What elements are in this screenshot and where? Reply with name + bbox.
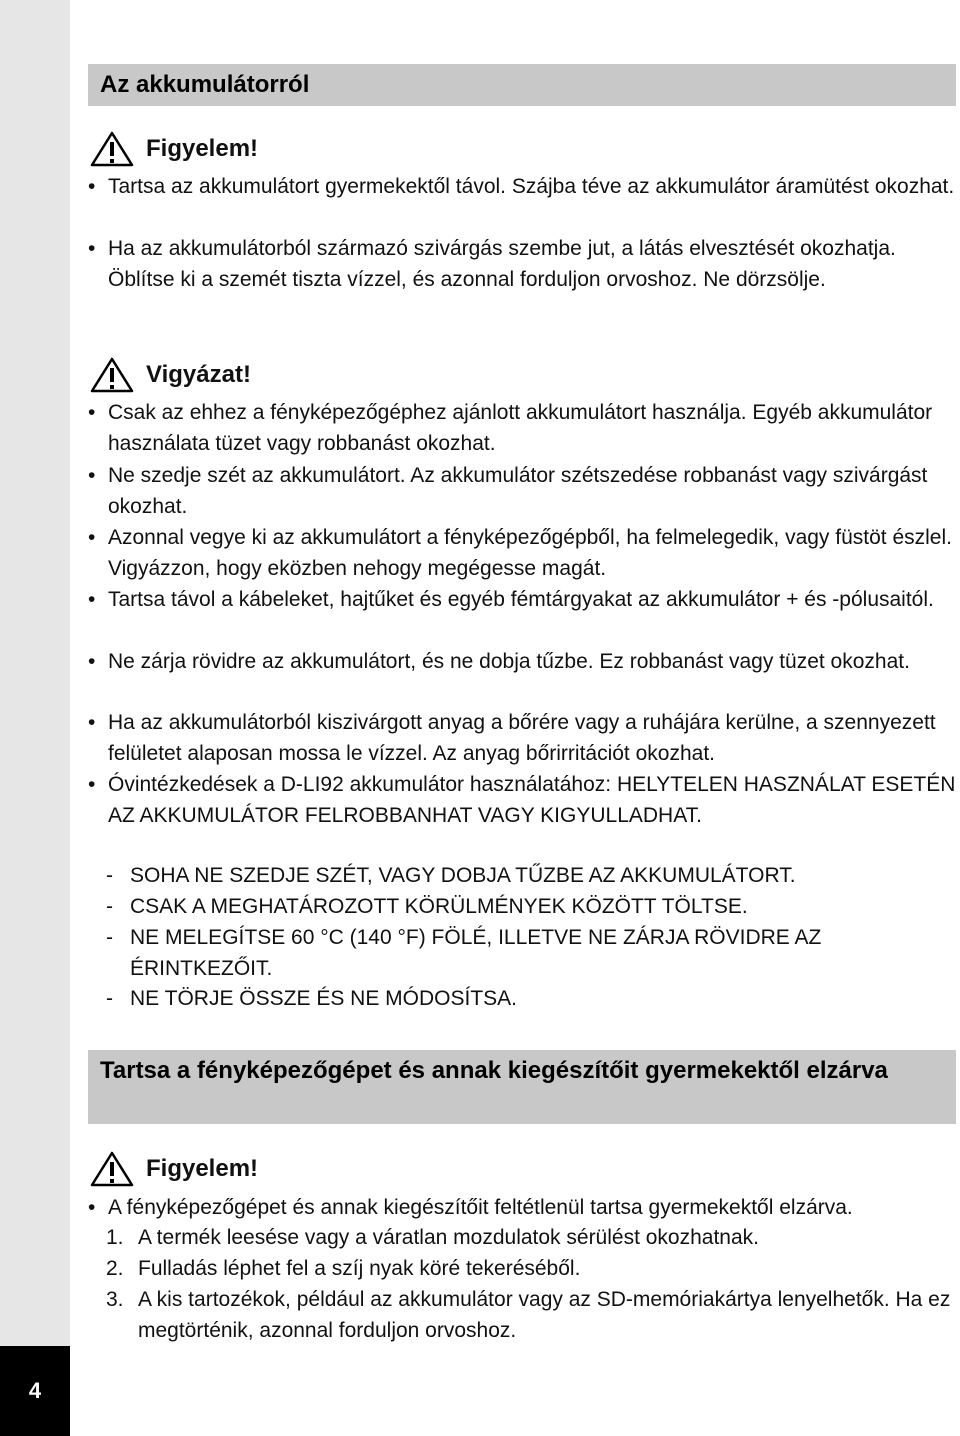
numbered-item <box>106 1222 956 1253</box>
section-title: Az akkumulátorról <box>100 71 310 98</box>
bullet-mark: • <box>88 237 96 260</box>
numbered-item-text: Fulladás léphet fel a szíj nyak köré tekeréséből. <box>138 1257 581 1280</box>
list-item-text: Azonnal vegye ki az akkumulátort a fényképezőgépből, ha felmelegedik, vagy füstöt észlel. Vigyázzon, hogy eközben nehogy megégesse magát. <box>108 526 952 580</box>
dash-item <box>106 922 956 984</box>
numbered-item-text: A kis tartozékok, például az akkumulátor vagy az SD-memóriakártya lenyelhetők. Ha ez megtörténik, azonnal forduljon orvoshoz. <box>138 1288 951 1342</box>
dash-item <box>106 983 956 1014</box>
dash-item-text: SOHA NE SZEDJE SZÉT, VAGY DOBJA TŰZBE AZ AKKUMULÁTORT. <box>130 864 796 887</box>
caution-label: Vigyázat! <box>146 361 251 388</box>
list-item-text: Tartsa távol a kábeleket, hajtűket és egyéb fémtárgyakat az akkumulátor + és -pólusaitól. <box>108 588 934 611</box>
item-number: 3. <box>106 1288 124 1311</box>
list-item-text: Óvintézkedések a D-LI92 akkumulátor használatához: HELYTELEN HASZNÁLAT ESETÉN AZ AKKUMULÁTOR FELROBBANHAT VAGY KIGYULLADHAT. <box>108 773 956 827</box>
list-item-text: Ha az akkumulátorból származó szivárgás szembe jut, a látás elvesztését okozhatja. Öblítse ki a szemét tiszta vízzel, és azonnal forduljon orvoshoz. Ne dörzsölje. <box>108 237 896 291</box>
bullet-mark: • <box>88 1196 96 1219</box>
list-item <box>88 707 956 769</box>
bullet-mark: • <box>88 773 96 796</box>
side-tab <box>0 0 70 1436</box>
list-item <box>88 584 956 615</box>
dash-item-text: NE TÖRJE ÖSSZE ÉS NE MÓDOSÍTSA. <box>130 987 518 1010</box>
warning-label: Figyelem! <box>146 1155 259 1182</box>
numbered-item <box>106 1284 956 1346</box>
list-item <box>88 171 956 202</box>
dash-mark: - <box>106 987 113 1010</box>
list-item-text: A fényképezőgépet és annak kiegészítőit feltétlenül tartsa gyermekektől elzárva. <box>108 1196 853 1219</box>
list-item <box>88 460 956 522</box>
item-number: 2. <box>106 1257 124 1280</box>
warning-triangle-icon <box>90 1151 134 1187</box>
page-number-text: 4 <box>28 1378 42 1403</box>
list-item <box>88 397 956 459</box>
page-number <box>0 1346 70 1436</box>
numbered-item <box>106 1253 956 1284</box>
caution-triangle-icon <box>90 357 134 393</box>
numbered-item-text: A termék leesése vagy a váratlan mozdulatok sérülést okozhatnak. <box>138 1226 759 1249</box>
bullet-mark: • <box>88 175 96 198</box>
dash-item-text: CSAK A MEGHATÁROZOTT KÖRÜLMÉNYEK KÖZÖTT TÖLTSE. <box>130 895 748 918</box>
dash-mark: - <box>106 895 113 918</box>
bullet-mark: • <box>88 526 96 549</box>
warning-triangle-icon <box>90 131 134 167</box>
warning-heading <box>90 1150 258 1188</box>
item-number: 1. <box>106 1226 124 1249</box>
dash-item <box>106 891 956 922</box>
bullet-mark: • <box>88 464 96 487</box>
list-item <box>88 769 956 831</box>
bullet-mark: • <box>88 650 96 673</box>
list-item <box>88 522 956 584</box>
warning-label: Figyelem! <box>146 135 259 162</box>
list-item <box>88 1192 956 1223</box>
section-heading-battery <box>88 64 956 106</box>
list-item <box>88 646 956 677</box>
dash-mark: - <box>106 864 113 887</box>
bullet-mark: • <box>88 711 96 734</box>
dash-item <box>106 860 956 891</box>
bullet-mark: • <box>88 588 96 611</box>
list-item-text: Ha az akkumulátorból kiszivárgott anyag a bőrére vagy a ruhájára kerülne, a szennyezett felületet alaposan mossa le vízzel. Az anyag bőrirritációt okozhat. <box>108 711 936 765</box>
dash-item-text: NE MELEGÍTSE 60 °C (140 °F) FÖLÉ, ILLETVE NE ZÁRJA RÖVIDRE AZ ÉRINTKEZŐIT. <box>130 926 822 980</box>
list-item-text: Ne szedje szét az akkumulátort. Az akkumulátor szétszedése robbanást vagy szivárgást okozhat. <box>108 464 928 518</box>
list-item-text: Tartsa az akkumulátort gyermekektől távol. Szájba téve az akkumulátor áramütést okozhat. <box>108 175 955 198</box>
section-heading-children <box>88 1050 956 1124</box>
dash-mark: - <box>106 926 113 949</box>
list-item-text: Csak az ehhez a fényképezőgéphez ajánlott akkumulátort használja. Egyéb akkumulátor használata tüzet vagy robbanást okozhat. <box>108 401 933 455</box>
section-title: Tartsa a fényképezőgépet és annak kiegészítőit gyermekektől elzárva <box>100 1057 888 1084</box>
list-item-text: Ne zárja rövidre az akkumulátort, és ne dobja tűzbe. Ez robbanást vagy tüzet okozhat. <box>108 650 910 673</box>
list-item <box>88 233 956 295</box>
warning-heading <box>90 130 258 168</box>
caution-heading <box>90 356 251 394</box>
bullet-mark: • <box>88 401 96 424</box>
